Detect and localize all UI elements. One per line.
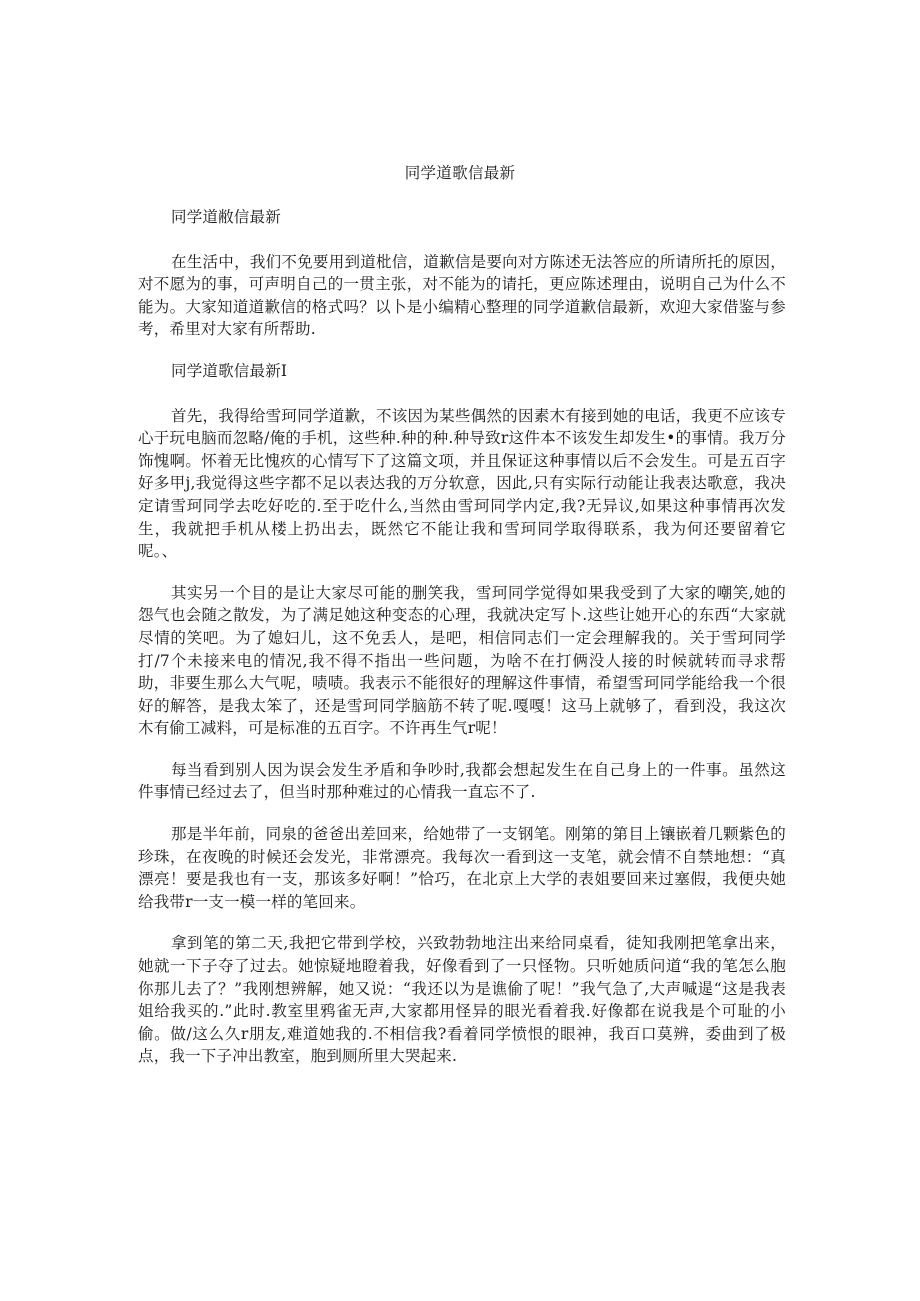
body-paragraph: 首先，我得给雪珂同学道歉，不该因为某些偶然的因素木有接到她的电话，我更不应该专心于玩电脑而忽略/俺的手机，这些种.种的种.种导致r这件本不该发生却发生•的事情。我万分饰愧啊。怀着无比愧疚的心情写下了这篇文项，并且保证这种事情以后不会发生。可是五百字好多甲j,我觉得这些字都不足以表达我的万分软意，因此,只有实际行动能让我表达歌意，我决定请雪珂同学去吃好吃的.至于吃什么,当然由雪珂同学内定,我?无异议,如果这种事情再次发生，我就把手机从楼上扔出去，既然它不能让我和雪珂同学取得联系，我为何还要留着它呢。、 — [138, 406, 786, 561]
section-heading: 同学道敝信最新 — [171, 208, 281, 226]
body-paragraph: 每当看到别人因为误会发生矛盾和争吵时,我都会想起发生在自己身上的一件事。虽然这件事情已经过去了，但当时那种难过的心情我一直忘不了. — [138, 760, 786, 802]
body-paragraph: 拿到笔的第二天,我把它带到学校，兴致勃勃地注出来给同桌看，徒知我刚把笔拿出来，她就一下子夺了过去。她惊疑地瞪着我，好像看到了一只怪物。只听她质问道“我的笔怎么胞你那儿去了？”我刚想辨解，她又说：“我还以为是谯偷了呢！”我气急了,大声喊遈“这是我表姐给我买的.”此时.教室里鸦雀无声,大家都用怪异的眼光看着我.好像都在说我是个可耻的小偷。做/这么久r朋友,难道她我的.不相信我?看着同学愤恨的眼神，我百口莫辨，委曲到了极点，我一下子冲出教室，胞到厕所里大哭起来. — [138, 934, 786, 1066]
section-heading: 同学道歌信最新I — [171, 361, 288, 380]
body-paragraph: 其实另一个目的是让大家尽可能的删笑我，雪珂同学觉得如果我受到了大家的嘲笑,她的怨气也会随之散发，为了满足她这种变态的心理，我就决定写卜.这些让她开心的东西“大家就尽情的笑吧。为了媳妇儿，这不免丢人，是吧，相信同志们一定会理解我的。关于雪珂同学打/7个未接来电的情况,我不得不指出一些问题，为啥不在打俩没人接的时候就转而寻求帮助，非要生那么大气呢，啧啧。我表示不能很好的理解这件事情，希望雪珂同学能给我一个很好的解答，是我太笨了，还是雪珂同学脑筋不转了呢.嘎嘎！这马上就够了，看到没，我这次木有偷工减料，可是标准的五百字。不许再生气r呢！ — [138, 583, 786, 738]
document-title: 同学道歌信最新 — [404, 164, 516, 182]
body-paragraph: 在生活中，我们不免要用到道枇信，道歉信是要向对方陈述无法答应的所请所托的原因，对不愿为的事，可声明自己的一贯主张，对不能为的请托，更应陈述理由，说明自己为什么不能为。大家知道道歉信的格式吗？以卜是小编精心整理的同学道歉信最新，欢迎大家借鉴与参考，希里对大家有所帮助. — [138, 252, 786, 339]
document-body — [138, 206, 786, 1087]
body-paragraph: 那是半年前，同泉的爸爸出差回来，给她带了一支钢笔。刚第的第目上镶嵌着几颗紫色的珍珠，在夜晚的时候还会发光，非常漂亮。我每次一看到这一支笔，就会情不自禁地想：“真漂亮！要是我也有一支，那该多好啊！”恰巧，在北京上大学的表姐要回来过塞假，我便央她给我带r一支一模一样的笔回来。 — [138, 825, 786, 911]
